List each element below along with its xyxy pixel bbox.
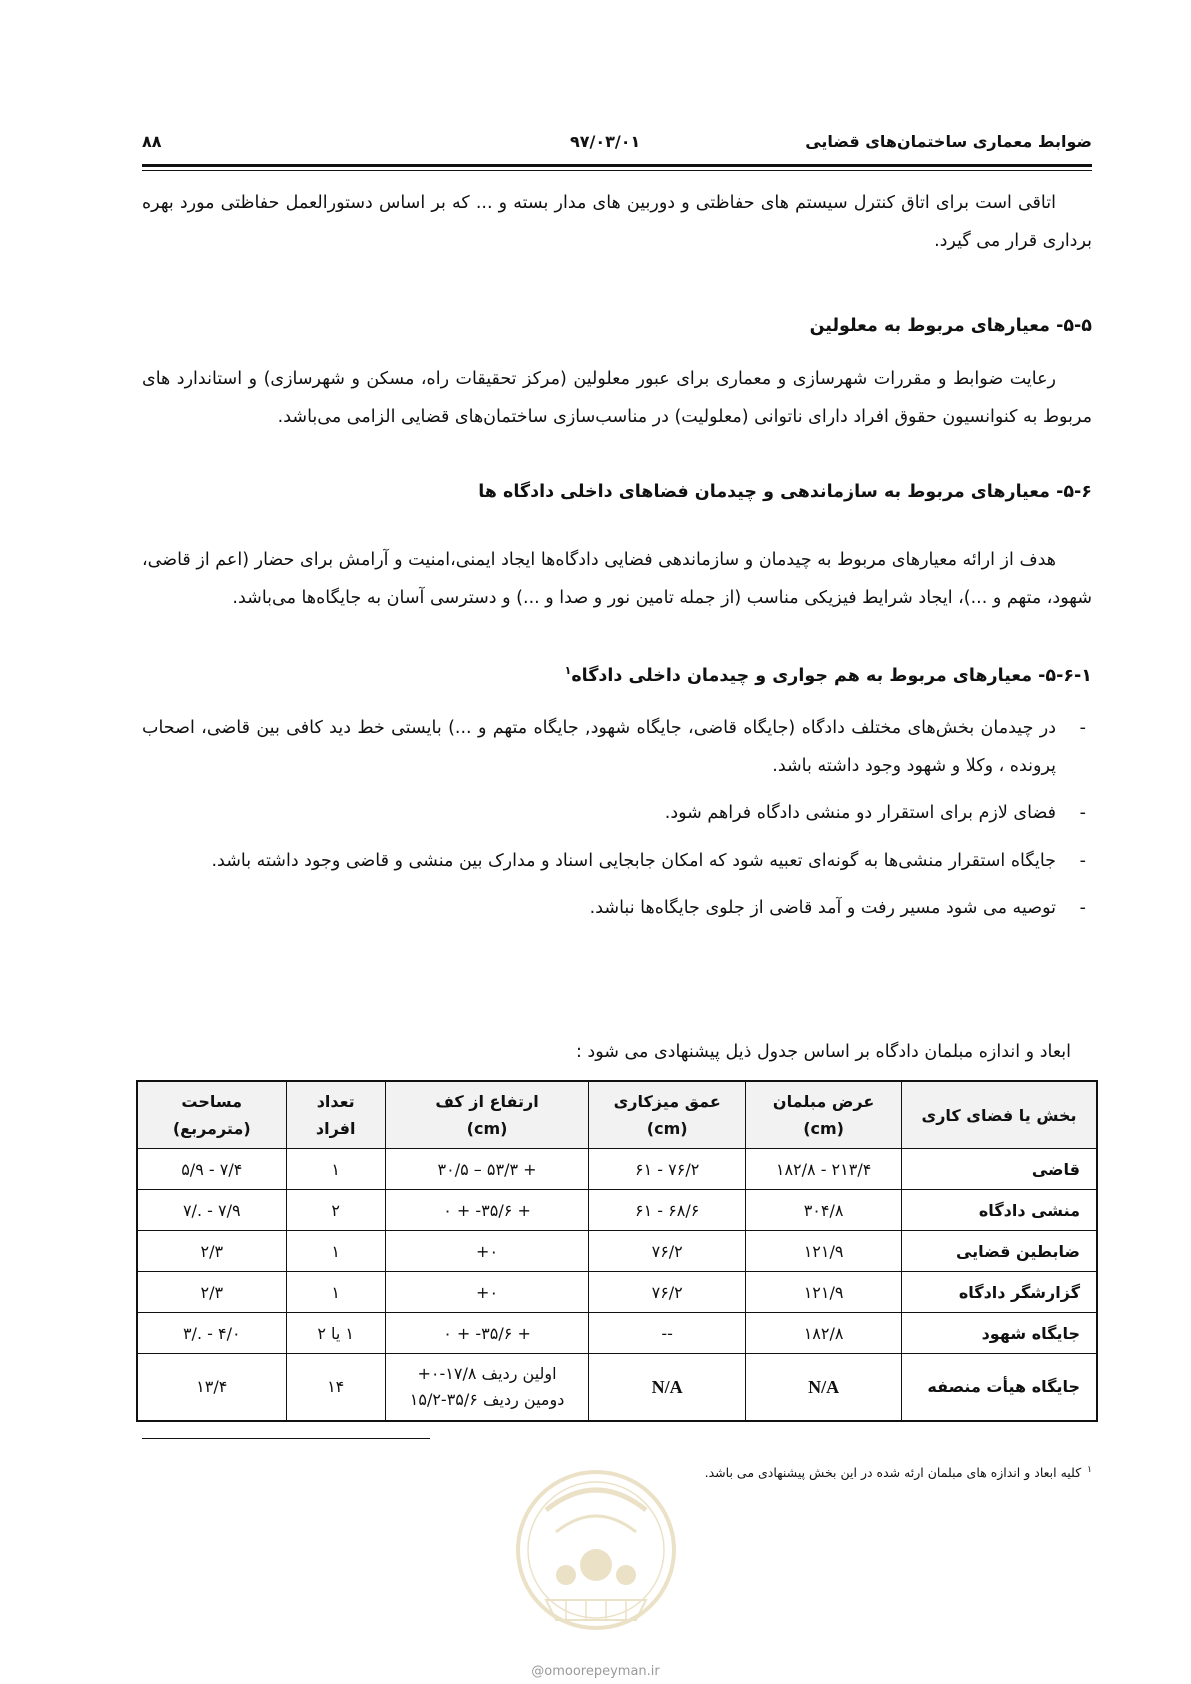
header-rule-thin — [142, 170, 1092, 171]
cell-count: ۲ — [286, 1190, 385, 1231]
table-row — [137, 1272, 1097, 1313]
cell-count: ۱ — [286, 1272, 385, 1313]
cell-height: ۰ + -۳۵/۶ + — [385, 1313, 588, 1354]
bullet-dash: - — [1079, 850, 1086, 871]
page-number: ۸۸ — [142, 132, 162, 151]
bullet-dash: - — [1079, 718, 1086, 738]
list-item-text: توصیه می شود مسیر رفت و آمد قاضی از جلوی جایگاه‌ها نباشد. — [589, 898, 1056, 918]
cell-width: ۱۲۱/۹ — [746, 1231, 902, 1272]
cell-depth: ۷۶/۲ — [589, 1272, 746, 1313]
cell-depth: N/A — [589, 1354, 746, 1422]
bullet-list — [142, 710, 1092, 938]
col-header-height: ارتفاع از کف (cm) — [385, 1081, 588, 1149]
cell-height: +۰ — [385, 1231, 588, 1272]
cell-width: ۳۰۴/۸ — [746, 1190, 902, 1231]
footnote — [705, 1465, 1092, 1480]
col-header-space: بخش یا فضای کاری — [902, 1081, 1097, 1149]
header-date: ۹۷/۰۳/۰۱ — [570, 132, 641, 151]
header-rule-thick — [142, 164, 1092, 167]
section-heading-5-5: ۵-۵- معیارهای مربوط به معلولین — [809, 316, 1092, 336]
cell-depth: ۷۶/۲ — [589, 1231, 746, 1272]
table-intro: ابعاد و اندازه مبلمان دادگاه بر اساس جدول ذیل پیشنهادی می شود : — [575, 1042, 1071, 1062]
section-heading-5-6-1 — [565, 664, 1092, 686]
table-row — [137, 1190, 1097, 1231]
list-item — [142, 890, 1092, 928]
cell-count: ۱ — [286, 1231, 385, 1272]
section-heading-5-6: ۵-۶- معیارهای مربوط به سازماندهی و چیدمان فضاهای داخلی دادگاه ها — [478, 482, 1092, 502]
list-item — [142, 843, 1092, 881]
cell-area: ۳/. - ۴/۰ — [137, 1313, 286, 1354]
cell-depth: ۶۱ - ۶۸/۶ — [589, 1190, 746, 1231]
list-item — [142, 795, 1092, 833]
cell-area: ۲/۳ — [137, 1231, 286, 1272]
cell-area: ۵/۹ - ۷/۴ — [137, 1149, 286, 1190]
cell-space: گزارشگر دادگاه — [902, 1272, 1097, 1313]
cell-width: ۱۸۲/۸ — [746, 1313, 902, 1354]
cell-height: اولین ردیف ۱۷/۸-۰+ دومین ردیف ۳۵/۶-۱۵/۲ — [385, 1354, 588, 1422]
intro-paragraph: اتاقی است برای اتاق کنترل سیستم های حفاظتی و دوربین های مدار بسته و ... که بر اساس دستورالعمل حفاظتی مورد بهره برداری قرار می گیرد. — [142, 193, 1092, 251]
footnote-ref: ۱ — [564, 664, 572, 677]
list-item-text: در چیدمان بخش‌های مختلف دادگاه (جایگاه قاضی، جایگاه شهود, جایگاه متهم و ...) بایستی خط دید کافی بین قاضی، اصحاب پرونده ، وکلا و شهود وجود داشته باشد. — [142, 718, 1056, 776]
cell-space: ضابطین قضایی — [902, 1231, 1097, 1272]
bullet-dash: - — [1079, 898, 1086, 918]
col-header-area: مساحت (مترمربع) — [137, 1081, 286, 1149]
cell-height: +۰ — [385, 1272, 588, 1313]
col-header-width: عرض مبلمان (cm) — [746, 1081, 902, 1149]
cell-width: ۱۲۱/۹ — [746, 1272, 902, 1313]
table-row — [137, 1313, 1097, 1354]
cell-height: ۳۰/۵ – ۵۳/۳ + — [385, 1149, 588, 1190]
cell-area: ۱۳/۴ — [137, 1354, 286, 1422]
page-header — [142, 128, 1092, 158]
cell-area: ۷/. - ۷/۹ — [137, 1190, 286, 1231]
furniture-dimensions-table — [136, 1080, 1098, 1422]
cell-count: ۱ — [286, 1149, 385, 1190]
col-header-depth: عمق میزکاری (cm) — [589, 1081, 746, 1149]
cell-space: جایگاه شهود — [902, 1313, 1097, 1354]
section-5-6-1-title: ۵-۶-۱- معیارهای مربوط به هم جواری و چیدمان داخلی دادگاه — [571, 665, 1092, 686]
cell-depth: ۶۱ - ۷۶/۲ — [589, 1149, 746, 1190]
header-title: ضوابط معماری ساختمان‌های قضایی — [805, 132, 1092, 151]
footnote-text: کلیه ابعاد و اندازه های مبلمان ارئه شده در این بخش پیشنهادی می باشد. — [704, 1465, 1082, 1481]
list-item — [142, 710, 1092, 785]
cell-area: ۲/۳ — [137, 1272, 286, 1313]
footnote-rule — [142, 1438, 430, 1439]
cell-space: قاضی — [902, 1149, 1097, 1190]
table-row — [137, 1149, 1097, 1190]
cell-count: ۱۴ — [286, 1354, 385, 1422]
cell-space: منشی دادگاه — [902, 1190, 1097, 1231]
cell-space: جایگاه هیأت منصفه — [902, 1354, 1097, 1422]
table-row — [137, 1231, 1097, 1272]
list-item-text: جایگاه استقرار منشی‌ها به گونه‌ای تعبیه شود که امکان جابجایی اسناد و مدارک بین منشی و قاضی وجود داشته باشد. — [211, 850, 1056, 871]
watermark-logo-icon — [506, 1440, 686, 1670]
col-header-count: تعداد افراد — [286, 1081, 385, 1149]
cell-width: ۱۸۲/۸ - ۲۱۳/۴ — [746, 1149, 902, 1190]
section-5-5-text: رعایت ضوابط و مقررات شهرسازی و معماری برای عبور معلولین (مرکز تحقیقات راه، مسکن و شهرسازی) و استاندارد های مربوط به کنوانسیون حقوق افراد دارای ناتوانی (معلولیت) در مناسب‌سازی ساختمان‌های قضایی الزامی می‌باشد. — [142, 369, 1092, 427]
bullet-dash: - — [1079, 803, 1086, 823]
list-item-text: فضای لازم برای استقرار دو منشی دادگاه فراهم شود. — [664, 803, 1056, 823]
section-5-6-text: هدف از ارائه معیارهای مربوط به چیدمان و سازماندهی فضایی دادگاه‌ها ایجاد ایمنی،امنیت و آرامش برای حضار (اعم از قاضی، شهود، متهم و ...)، ایجاد شرایط فیزیکی مناسب (از جمله تامین نور و صدا و ...) و دسترسی آسان به جایگاه‌ها می‌باشد. — [142, 550, 1092, 608]
table-row — [137, 1354, 1097, 1422]
footnote-mark: ۱ — [1087, 1465, 1092, 1475]
watermark-url: @omoorepeyman.ir — [531, 1664, 660, 1679]
cell-depth: -- — [589, 1313, 746, 1354]
cell-width: N/A — [746, 1354, 902, 1422]
cell-count: ۱ یا ۲ — [286, 1313, 385, 1354]
cell-height: ۰ + -۳۵/۶ + — [385, 1190, 588, 1231]
table-header-row — [137, 1081, 1097, 1149]
